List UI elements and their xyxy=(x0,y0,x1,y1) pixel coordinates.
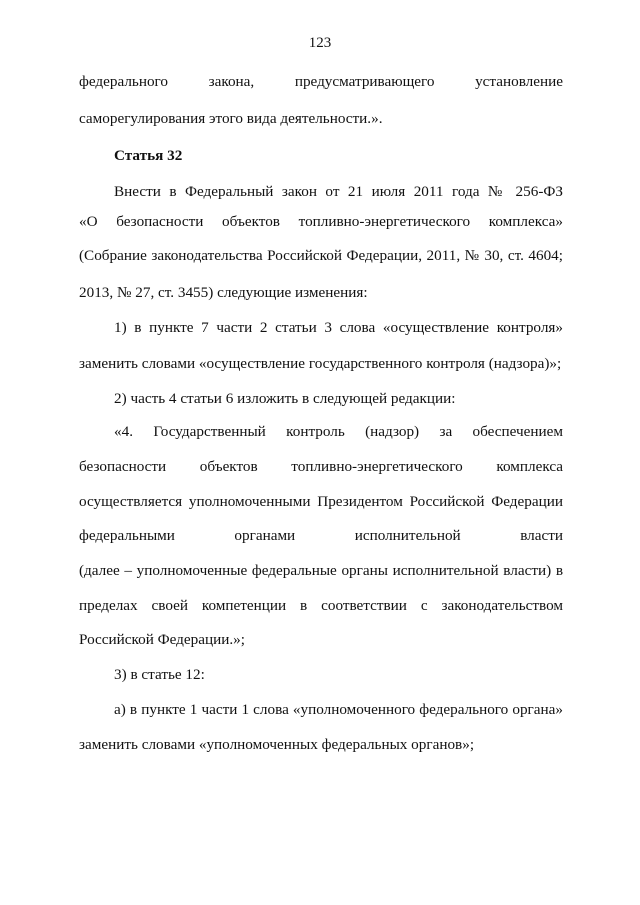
text-line: 2) часть 4 статьи 6 изложить в следующей редакции: xyxy=(114,390,456,407)
text-line: а) в пункте 1 части 1 слова «уполномоченного федерального органа» xyxy=(114,701,563,718)
text-line: (Собрание законодательства Российской Федерации, 2011, № 30, ст. 4604; xyxy=(79,247,563,264)
text-line: осуществляется уполномоченными Президентом Российской Федерации xyxy=(79,493,563,510)
text-line: «4. Государственный контроль (надзор) за обеспечением xyxy=(114,423,563,440)
article-heading: Статья 32 xyxy=(114,147,183,164)
text-line: Внести в Федеральный закон от 21 июля 2011 года № 256-ФЗ xyxy=(114,183,563,200)
text-line: «О безопасности объектов топливно-энергетического комплекса» xyxy=(79,213,563,230)
text-line: федеральными органами исполнительной власти xyxy=(79,527,563,544)
text-line: 2013, № 27, ст. 3455) следующие изменения: xyxy=(79,284,368,301)
text-line: 3) в статье 12: xyxy=(114,666,205,683)
text-line: безопасности объектов топливно-энергетического комплекса xyxy=(79,458,563,475)
text-line: федерального закона, предусматривающего установление xyxy=(79,73,563,90)
text-line: саморегулирования этого вида деятельности.». xyxy=(79,110,383,127)
text-line: 1) в пункте 7 части 2 статьи 3 слова «осуществление контроля» xyxy=(114,319,563,336)
text-line: заменить словами «уполномоченных федеральных органов»; xyxy=(79,736,475,753)
text-line: Российской Федерации.»; xyxy=(79,631,245,648)
text-line: пределах своей компетенции в соответствии с законодательством xyxy=(79,597,563,614)
text-line: (далее – уполномоченные федеральные органы исполнительной власти) в xyxy=(79,562,563,579)
text-line: заменить словами «осуществление государственного контроля (надзора)»; xyxy=(79,355,562,372)
page-number: 123 xyxy=(308,35,332,51)
